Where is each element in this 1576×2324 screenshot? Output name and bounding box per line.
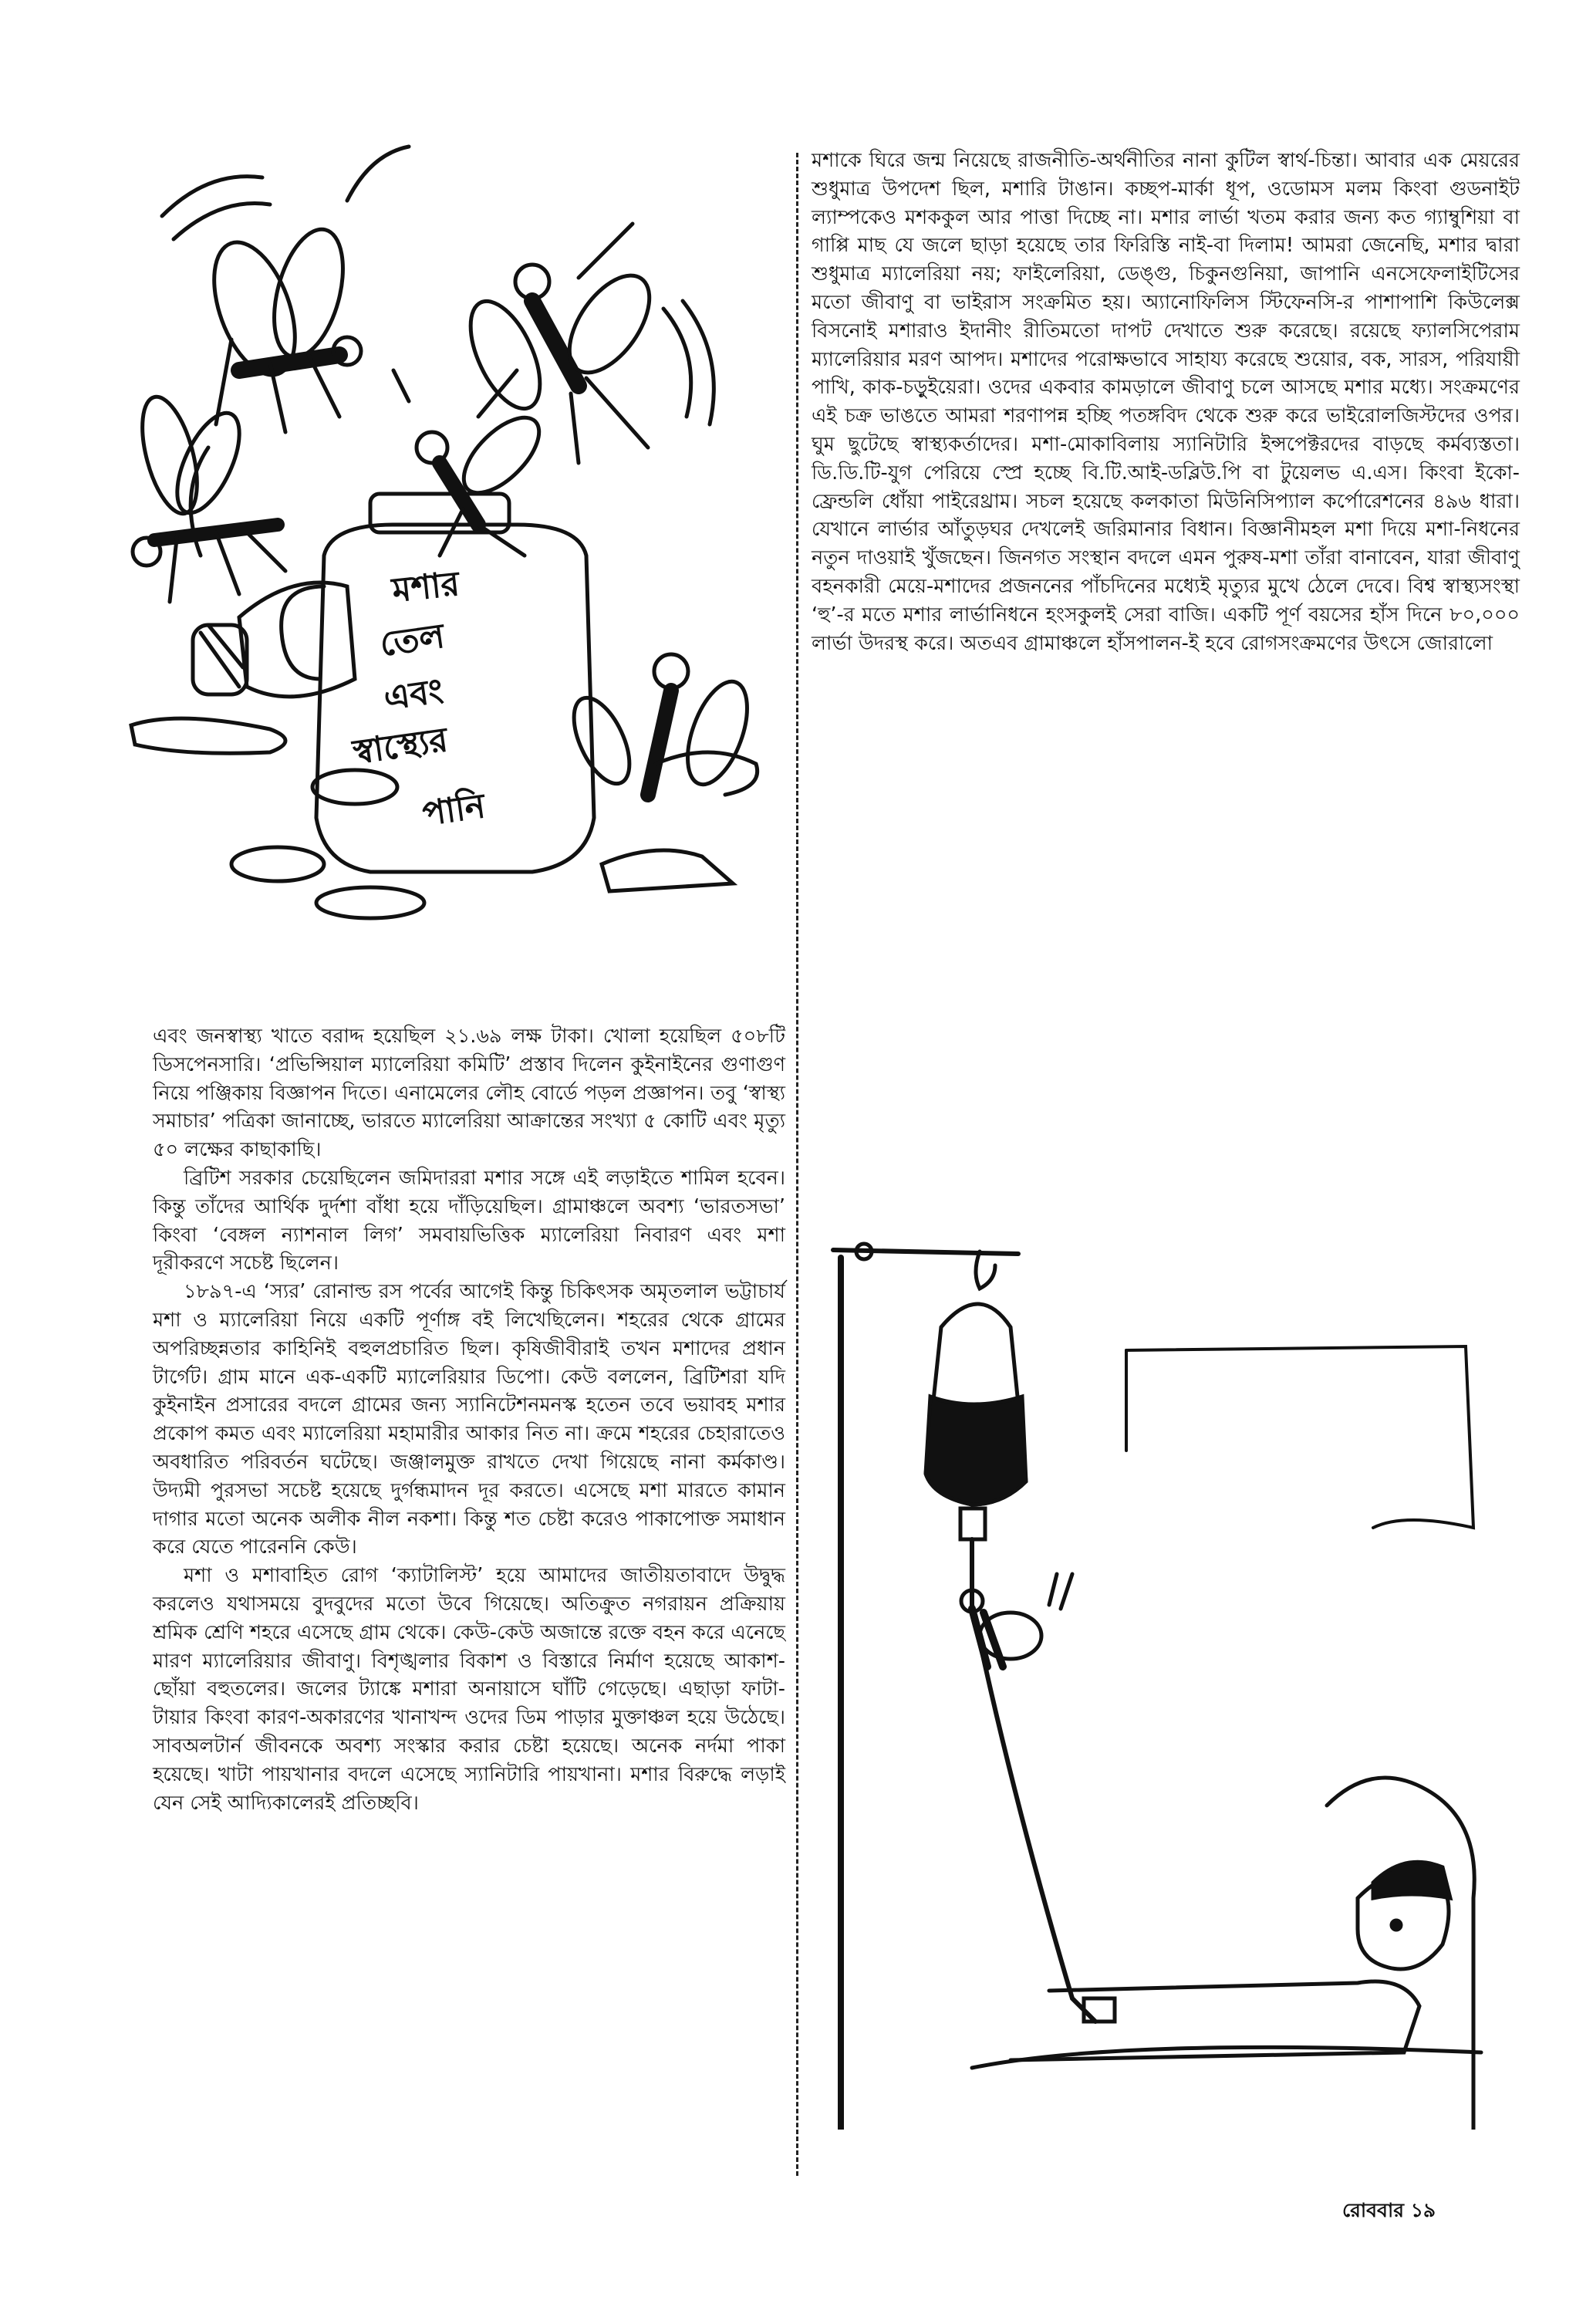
magazine-name: রোববার xyxy=(1342,2199,1404,2221)
mosquito-2 xyxy=(457,224,666,463)
patient-in-bed xyxy=(972,1778,1481,2130)
article-left-column xyxy=(153,1022,785,1817)
bottle-label-line-5: পানি xyxy=(420,786,488,834)
column-divider xyxy=(796,153,798,2176)
hospital-drip-illustration xyxy=(818,1204,1512,2130)
mosquito-bottle-illustration xyxy=(116,123,787,934)
bottle-label-line-3: এবং xyxy=(381,671,446,718)
paragraph: ১৮৯৭-এ ‘স্যর’ রোনাল্ড রস পর্বের আগেই কিন্তু চিকিৎসক অমৃতলাল ভট্টাচার্য মশা ও ম্যালেরিয়া নিয়ে একটি পূর্ণাঙ্গ বই লিখেছিলেন। শহরের থেকে গ্রামের অপরিচ্ছন্নতার কাহিনিই বহুলপ্রচারিত ছিল। কৃষিজীবীরাই তখন মশাদের প্রধান টার্গেট। গ্রাম মানে এক-একটি ম্যালেরিয়ার ডিপো। কেউ বললেন, ব্রিটিশরা যদি কুইনাইন প্রসারের বদলে গ্রামের জন্য স্যানিটেশনমনস্ক হতেন তবে ভয়াবহ মশার প্রকোপ কমত এবং ম্যালেরিয়া মহামারীর আকার নিত না। ক্রমে শহরের চেহারাতেও অবধারিত পরিবর্তন ঘটেছে। জঞ্জালমুক্ত রাখতে দেখা গিয়েছে নানা কর্মকাণ্ড। উদ্যমী পুরসভা সচেষ্ট হয়েছে দুর্গন্ধমাদন দূর করতে। এসেছে মশা মারতে কামান দাগার মতো অনেক অলীক নীল নকশা। কিন্তু শত চেষ্টা করেও পাকাপোক্ত সমাধান করে যেতে পারেননি কেউ। xyxy=(153,1280,785,1559)
page-number: ১৯ xyxy=(1410,2199,1436,2221)
iv-drip-bag xyxy=(926,1304,1026,1539)
paragraph: মশা ও মশাবাহিত রোগ ‘ক্যাটালিস্ট’ হয়ে আমাদের জাতীয়তাবাদে উদ্বুদ্ধ করলেও যথাসময়ে বুদবুদের মতো উবে গিয়েছে। অতিক্রুত নগরায়ন প্রক্রিয়ায় শ্রমিক শ্রেণি শহরে এসেছে গ্রাম থেকে। কেউ-কেউ অজান্তে রক্তে বহন করে এনেছে মারণ ম্যালেরিয়ার জীবাণু। বিশৃঙ্খলার বিকাশ ও বিস্তারে নির্মাণ হয়েছে আকাশ-ছোঁয়া বহুতলের। জলের ট্যাঙ্কে মশারা অনায়াসে ঘাঁটি গেড়েছে। এছাড়া ফাটা-টায়ার কিংবা কারণ-অকারণের খানাখন্দ ওদের ডিম পাড়ার মুক্তাঞ্চল হয়ে উঠেছে। সাবঅলটার্ন জীবনকে অবশ্য সংস্কার করার চেষ্টা হয়েছে। অনেক নর্দমা পাকা হয়েছে। খাটা পায়খানার বদলে এসেছে স্যানিটারি পায়খানা। মশার বিরুদ্ধে লড়াই যেন সেই আদ্যিকালেরই প্রতিচ্ছবি। xyxy=(153,1564,785,1815)
bottle-label-line-4: স্বাস্থ্যের xyxy=(350,720,451,772)
bottle-label-line-2: তেল xyxy=(377,616,447,664)
article-right-column xyxy=(812,147,1520,657)
mosquito-on-tube xyxy=(961,1574,1072,1667)
mosquito-1 xyxy=(198,222,361,432)
page-folio xyxy=(1342,2195,1436,2228)
bottle-label-line-1: মশার xyxy=(390,564,462,610)
paragraph: এবং জনস্বাস্থ্য খাতে বরাদ্দ হয়েছিল ২১.৬৯ লক্ষ টাকা। খোলা হয়েছিল ৫০৮টি ডিসপেনসারি। ‘প্রভিন্সিয়াল ম্যালেরিয়া কমিটি’ প্রস্তাব দিলেন কুইনাইনের গুণাগুণ নিয়ে পঞ্জিকায় বিজ্ঞাপন দিতে। এনামেলের লৌহ বোর্ডে পড়ল প্রজ্ঞাপন। তবু ‘স্বাস্থ্য সমাচার’ পত্রিকা জানাচ্ছে, ভারতে ম্যালেরিয়া আক্রান্তের সংখ্যা ৫ কোটি এবং মৃত্যু ৫০ লক্ষের কাছাকাছি। xyxy=(153,1025,785,1162)
mosquito-4 xyxy=(132,391,285,602)
paragraph: মশাকে ঘিরে জন্ম নিয়েছে রাজনীতি-অর্থনীতির নানা কুটিল স্বার্থ-চিন্তা। আবার এক মেয়রের শুধুমাত্র উপদেশ ছিল, মশারি টাঙান। কচ্ছপ-মার্কা ধূপ, ওডোমস মলম কিংবা গুডনাইট ল্যাম্পকেও মশককুল আর পাত্তা দিচ্ছে না। মশার লার্ভা খতম করার জন্য কত গ্যাম্বুশিয়া বা গাপ্পি মাছ যে জলে ছাড়া হয়েছে তার ফিরিস্তি নাই-বা দিলাম! আমরা জেনেছি, মশার দ্বারা শুধুমাত্র ম্যালেরিয়া নয়; ফাইলেরিয়া, ডেঙ্গু, চিকুনগুনিয়া, জাপানি এনসেফেলাইটিসের মতো জীবাণু বা ভাইরাস সংক্রমিত হয়। অ্যানোফিলিস স্টিফেনসি-র পাশাপাশি কিউলেক্স বিসনোই মশারাও ইদানীং রীতিমতো দাপট দেখাতে শুরু করেছে। রয়েছে ফ্যালসিপেরাম ম্যালেরিয়ার মরণ আপদ। মশাদের পরোক্ষভাবে সাহায্য করেছে শুয়োর, বক, সারস, পরিযায়ী পাখি, কাক-চড়ুইয়েরা। ওদের একবার কামড়ালে জীবাণু চলে আসছে মশার মধ্যে। সংক্রমণের এই চক্র ভাঙতে আমরা শরণাপন্ন হচ্ছি পতঙ্গবিদ থেকে শুরু করে ভাইরোলজিস্টদের ওপর। ঘুম ছুটেছে স্বাস্থ্যকর্তাদের। মশা-মোকাবিলায় স্যানিটারি ইন্সপেক্টরদের বাড়ছে কর্মব্যস্ততা। ডি.ডি.টি-যুগ পেরিয়ে স্প্রে হচ্ছে বি.টি.আই-ডব্লিউ.পি বা টুয়েলভ এ.এস। কিংবা ইকো-ফ্রেন্ডলি ধোঁয়া পাইরেথ্রাম। সচল হয়েছে কলকাতা মিউনিসিপ্যাল কর্পোরেশনের ৪৯৬ ধারা। যেখানে লার্ভার আঁতুড়ঘর দেখলেই জরিমানার বিধান। বিজ্ঞানীমহল মশা দিয়ে মশা-নিধনের নতুন দাওয়াই খুঁজছেন। জিনগত সংস্থান বদলে এমন পুরুষ-মশা তাঁরা বানাবেন, যারা জীবাণু বহনকারী মেয়ে-মশাদের প্রজননের পাঁচদিনের মধ্যেই মৃত্যুর মুখে ঠেলে দেবে। বিশ্ব স্বাস্থ্যসংস্থা ‘হু’-র মতে মশার লার্ভানিধনে হংসকুলই সেরা বাজি। একটি পূর্ণ বয়সের হাঁস দিনে ৮০,০০০ লার্ভা উদরস্থ করে। অতএব গ্রামাঞ্চলে হাঁসপালন-ই হবে রোগসংক্রমণের উৎসে জোরালো xyxy=(812,149,1520,655)
mosquito-3 xyxy=(393,370,552,556)
paragraph: ব্রিটিশ সরকার চেয়েছিলেন জমিদাররা মশার সঙ্গে এই লড়াইতে শামিল হবেন। কিন্তু তাঁদের আর্থিক দুর্দশা বাঁধা হয়ে দাঁড়িয়েছিল। গ্রামাঞ্চলে অবশ্য ‘ভারতসভা’ কিংবা ‘বেঙ্গল ন্যাশনাল লিগ’ সমবায়ভিত্তিক ম্যালেরিয়া নিবারণ এবং মশা দূরীকরণে সচেষ্ট ছিলেন। xyxy=(153,1166,785,1275)
